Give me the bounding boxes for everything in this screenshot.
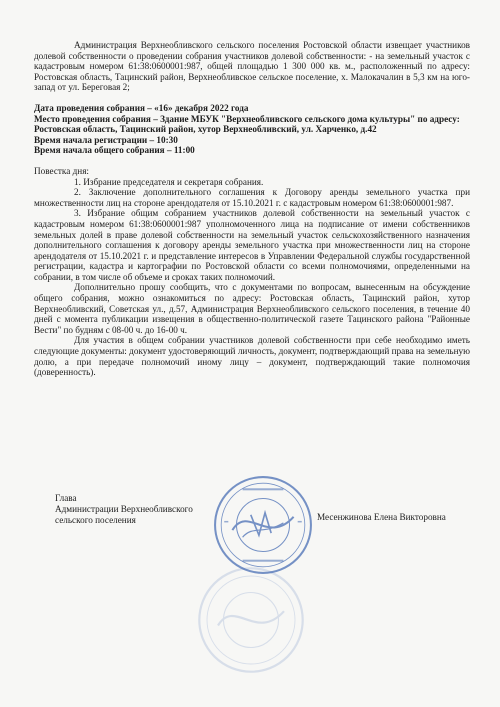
official-seal-icon [212, 474, 314, 576]
agenda-item: 3. Избрание общим собранием участников долевой собственности на земельный участок с кадастровым номером 61:38:0600001:987 уполномоченного лица на подписание от имени собственников земельных долей в праве долевой собственности на земельный участок сельскохозяйственного назначения дополнительного соглашения к договору аренды земельного участка при множественности лиц на стороне арендодателя от 15.10.2021 г. и представление интересов в Управлении Федеральной службы государственной регистрации, кадастра и картографии по Ростовской области со всеми полномочиями, определенными на собрании, в том числе об объеме и сроках таких полномочий. [34, 208, 470, 282]
faint-seal-icon [196, 565, 306, 675]
signature-org: Администрации Верхнеобливского [55, 504, 193, 514]
agenda-item: 1. Избрание председателя и секретаря собрания. [74, 176, 264, 187]
meeting-date: Дата проведения собрания – «16» декабря 2022 года [34, 102, 249, 113]
intro-paragraph: Администрация Верхнеобливского сельского поселения Ростовской области извещает участников долевой собственности о проведении собрания участников долевой собственности: - на земельный участок с кадастровым номером 61:38:0600001:987, общей площадью 1 300 000 кв. м., расположенный по адресу: Ростовская область, Тацинский район, Верхнеобливское сельское поселение, х. Малокачалин в 5,3 км на юго- запад от ул. Береговая 2; [34, 40, 470, 93]
participation-notice: Для участия в общем собрании участников долевой собственности при себе необходимо иметь следующие документы: документ удостоверяющий личность, документ, подтверждающий права на земельную долю, а при передаче полномочий иному лицу – документ, подтверждающий такие полномочия (доверенность). [34, 335, 470, 378]
signature-org-2: сельского поселения [55, 515, 136, 525]
agenda-item: 2. Заключение дополнительного соглашения к Договору аренды земельного участка при множественности лиц на стороне арендодателя от 15.10.2021 г. с кадастровым номером 61:38:0600001:987. [34, 187, 470, 208]
signature-title: Глава [55, 493, 77, 503]
documents-notice: Дополнительно прошу сообщить, что с документами по вопросам, вынесенным на обсуждение общего собрания, можно ознакомиться по адресу: Ростовская область, Тацинский район, хутор Верхнеобливский, Советская ул., д.57, Администрация Верхнеобливского сельского поселения, в течение 40 дней с момента публикации извещения в общественно-политической газете Тацинского района "Районные Вести" по будням с 08-00 ч. до 16-00 ч. [34, 282, 470, 335]
signer-name: Месенжинова Елена Викторовна [317, 512, 446, 522]
agenda-title: Повестка дня: [34, 165, 89, 176]
signature-block [55, 493, 193, 526]
meeting-place: Место проведения собрания – Здание МБУК "Верхнеобливского сельского дома культуры" по адресу: Ростовская область, Тацинский район, хутор Верхнеобливский, ул. Харченко, д.42 [34, 113, 460, 135]
document-body [34, 40, 470, 378]
meeting-start-time: Время начала общего собрания – 11:00 [34, 145, 195, 156]
registration-time: Время начала регистрации – 10:30 [34, 134, 178, 145]
